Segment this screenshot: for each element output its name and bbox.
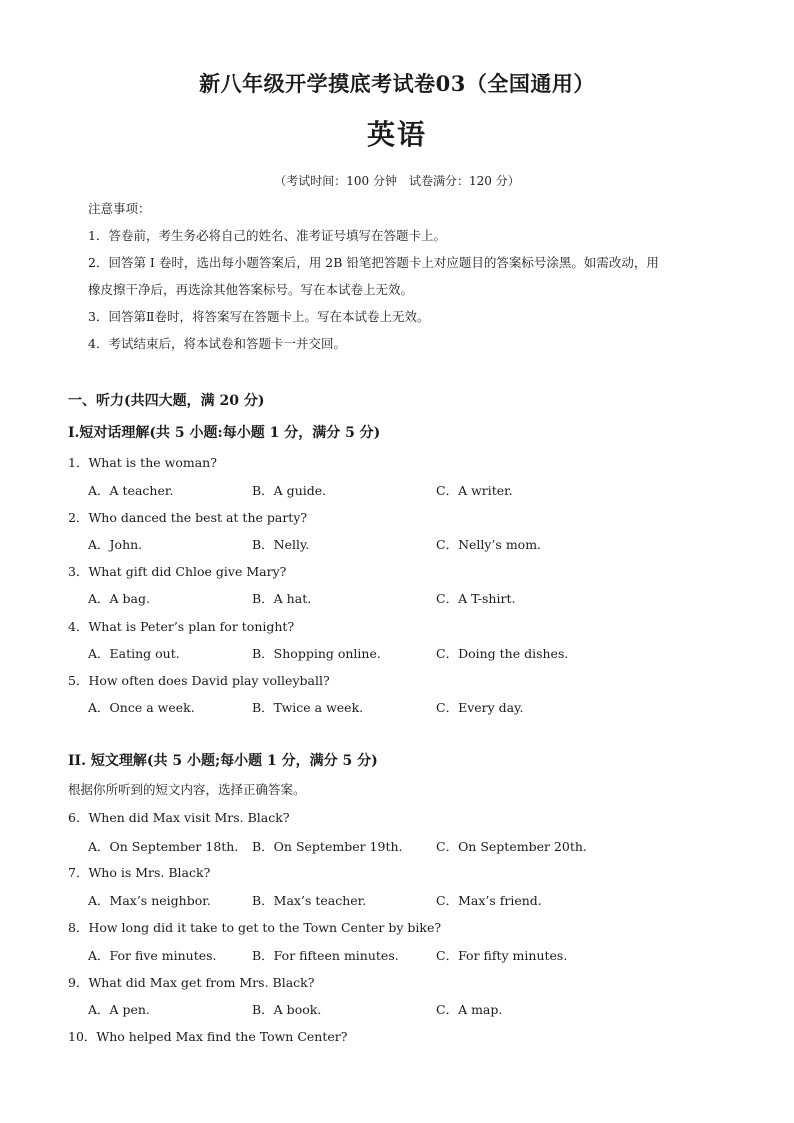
question-1: 1．What is the woman?	[68, 455, 217, 470]
option-c: C．For fifty minutes.	[436, 948, 568, 963]
note-item: 2．回答第 I 卷时，选出每小题答案后，用 2B 铅笔把答题卡上对应题目的答案标号涂黑。如需改动，用	[88, 255, 659, 270]
question-9: 9．What did Max get from Mrs. Black?	[68, 975, 315, 990]
options-9	[88, 1000, 688, 1018]
subject-title: 英语	[366, 118, 427, 151]
options-4	[88, 644, 688, 662]
option-b: B．Nelly.	[252, 537, 310, 552]
option-c: C．A writer.	[436, 483, 513, 498]
option-b: B．A book.	[252, 1002, 322, 1017]
note-item: 4．考试结束后，将本试卷和答题卡一并交回。	[88, 336, 346, 351]
option-b: B．For fifteen minutes.	[252, 948, 399, 963]
option-b: B．Max’s teacher.	[252, 893, 367, 908]
question-10: 10．Who helped Max find the Town Center?	[68, 1029, 348, 1044]
options-2	[88, 535, 688, 553]
note-item: 1．答卷前，考生务必将自己的姓名、准考证号填写在答题卡上。	[88, 228, 446, 243]
option-b: B．Twice a week.	[252, 700, 364, 715]
question-4: 4．What is Peter’s plan for tonight?	[68, 619, 295, 634]
option-b: B．Shopping online.	[252, 646, 381, 661]
option-a: A．Max’s neighbor.	[88, 893, 211, 908]
time-info: （考试时间：100 分钟 试卷满分：120 分）	[274, 174, 520, 188]
exam-title: 新八年级开学摸底考试卷03（全国通用）	[199, 71, 595, 96]
option-c: C．Doing the dishes.	[436, 646, 569, 661]
part2-heading: II. 短文理解(共 5 小题;每小题 1 分，满分 5 分)	[68, 753, 378, 769]
option-c: C．On September 20th.	[436, 839, 587, 854]
options-3	[88, 589, 688, 607]
option-c: C．Max’s friend.	[436, 893, 542, 908]
options-6	[88, 837, 688, 855]
question-6: 6．When did Max visit Mrs. Black?	[68, 810, 290, 825]
option-a: A．A bag.	[88, 591, 150, 606]
option-a: A．John.	[88, 537, 143, 552]
part1-heading: Ⅰ.短对话理解(共 5 小题:每小题 1 分，满分 5 分)	[68, 425, 381, 441]
option-a: A．For five minutes.	[88, 948, 217, 963]
question-8: 8．How long did it take to get to the Town Center by bike?	[68, 920, 442, 935]
option-b: B．On September 19th.	[252, 839, 403, 854]
option-a: A．On September 18th.	[88, 839, 239, 854]
options-5	[88, 698, 688, 716]
question-2: 2．Who danced the best at the party?	[68, 510, 308, 525]
option-c: C．A map.	[436, 1002, 503, 1017]
option-a: A．Eating out.	[88, 646, 180, 661]
option-a: A．A teacher.	[88, 483, 174, 498]
notes-heading: 注意事项：	[88, 201, 151, 216]
notes-block	[88, 198, 728, 360]
question-5: 5．How often does David play volleyball?	[68, 673, 330, 688]
part2-instruction: 根据你所听到的短文内容，选择正确答案。	[68, 782, 306, 797]
option-a: A．Once a week.	[88, 700, 195, 715]
options-8	[88, 946, 688, 964]
options-1	[88, 481, 688, 499]
option-c: C．Every day.	[436, 700, 524, 715]
options-7	[88, 891, 688, 909]
option-c: C．Nelly’s mom.	[436, 537, 542, 552]
option-c: C．A T-shirt.	[436, 591, 516, 606]
option-b: B．A guide.	[252, 483, 327, 498]
question-7: 7．Who is Mrs. Black?	[68, 865, 211, 880]
section-listening-heading: 一、听力(共四大题，满 20 分)	[68, 393, 265, 409]
note-item: 3．回答第Ⅱ卷时，将答案写在答题卡上。写在本试卷上无效。	[88, 309, 430, 324]
option-a: A．A pen.	[88, 1002, 150, 1017]
option-b: B．A hat.	[252, 591, 312, 606]
question-3: 3．What gift did Chloe give Mary?	[68, 564, 287, 579]
note-item: 橡皮擦干净后，再选涂其他答案标号。写在本试卷上无效。	[88, 282, 414, 297]
